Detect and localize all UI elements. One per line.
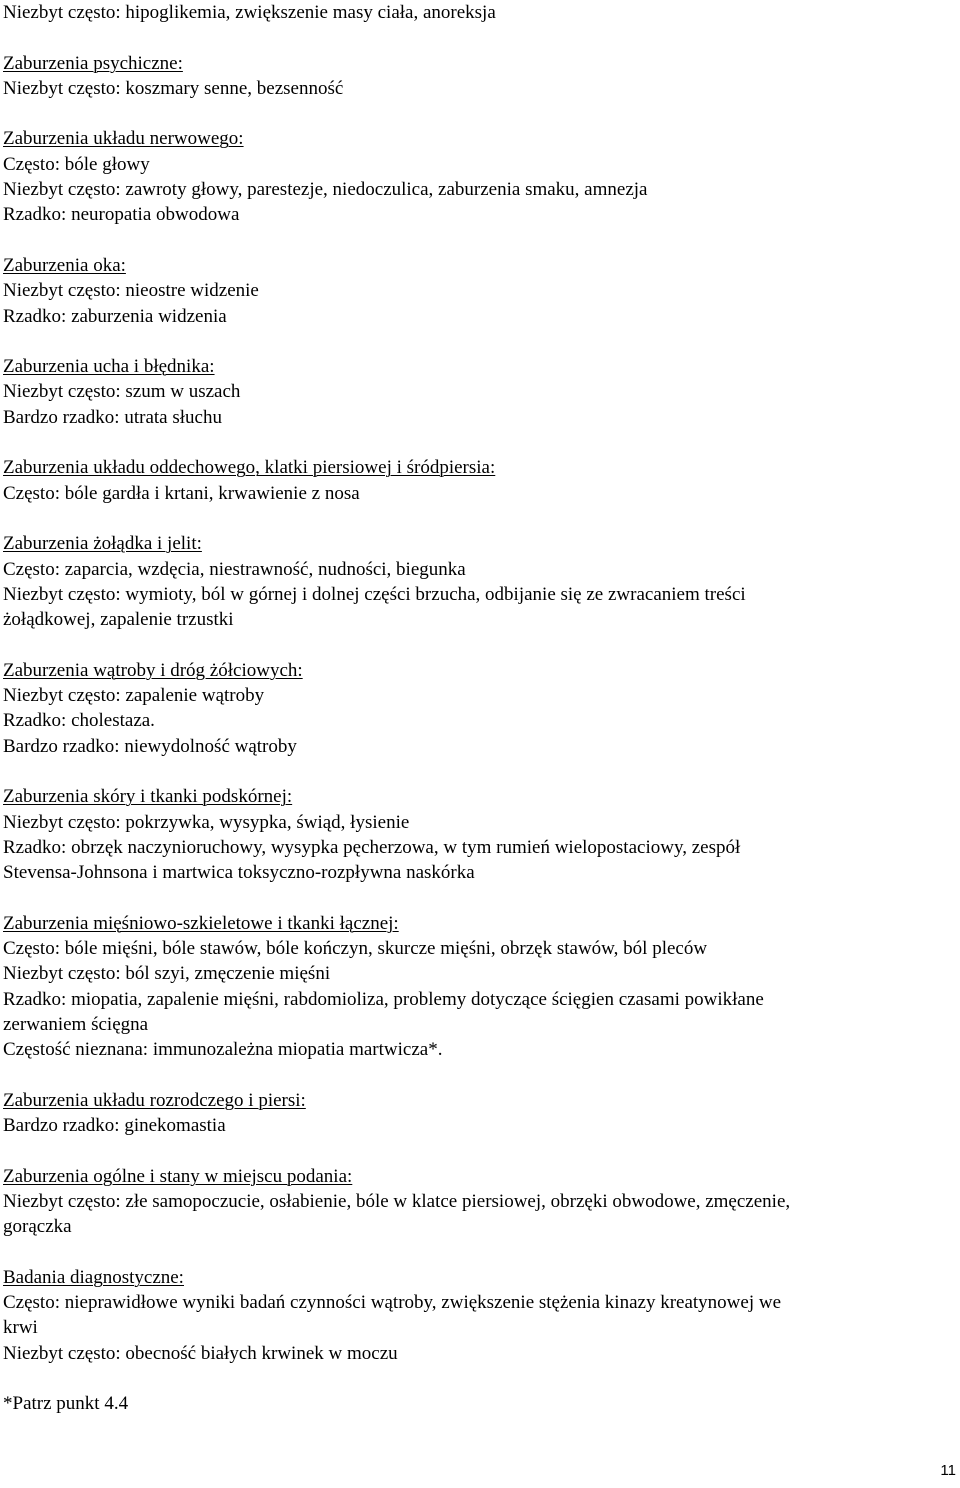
text-line: Bardzo rzadko: niewydolność wątroby <box>3 735 297 757</box>
text-line: Rzadko: miopatia, zapalenie mięśni, rabdomioliza, problemy dotyczące ścięgien czasami powikłane <box>3 988 764 1010</box>
text-line: Rzadko: obrzęk naczynioruchowy, wysypka pęcherzowa, w tym rumień wielopostaciowy, zespół <box>3 836 741 858</box>
text-line: Często: zaparcia, wzdęcia, niestrawność, nudności, biegunka <box>3 558 466 580</box>
text-line: Stevensa-Johnsona i martwica toksyczno-rozpływna naskórka <box>3 862 475 884</box>
text-line: Bardzo rzadko: ginekomastia <box>3 1115 226 1137</box>
section-heading: Badania diagnostyczne: <box>3 1266 184 1288</box>
text-line: Niezbyt często: zapalenie wątroby <box>3 685 265 707</box>
text-line: Często: nieprawidłowe wyniki badań czynności wątroby, zwiększenie stężenia kinazy kreatynowej we <box>3 1292 782 1314</box>
text-line: gorączka <box>3 1216 72 1238</box>
text-line: krwi <box>3 1317 38 1339</box>
footnote: *Patrz punkt 4.4 <box>3 1393 129 1415</box>
blank-line <box>3 1062 953 1087</box>
text-line: Częstość nieznana: immunozależna miopatia martwicza*. <box>3 1039 443 1061</box>
blank-line <box>3 506 953 531</box>
blank-line <box>3 1240 953 1265</box>
blank-line <box>3 430 953 455</box>
section-heading: Zaburzenia ucha i błędnika: <box>3 356 215 378</box>
blank-line <box>3 101 953 126</box>
text-line: Niezbyt często: koszmary senne, bezsenność <box>3 77 344 99</box>
text-line: zerwaniem ścięgna <box>3 1013 149 1035</box>
blank-line <box>3 228 953 253</box>
section-heading: Zaburzenia żołądka i jelit: <box>3 533 202 555</box>
text-line: Często: bóle gardła i krtani, krwawienie z nosa <box>3 482 360 504</box>
text-line: żołądkowej, zapalenie trzustki <box>3 609 234 631</box>
text-line: Niezbyt często: szum w uszach <box>3 381 241 403</box>
blank-line <box>3 329 953 354</box>
text-line: Niezbyt często: nieostre widzenie <box>3 280 259 302</box>
blank-line <box>3 1366 953 1391</box>
section-heading: Zaburzenia mięśniowo-szkieletowe i tkanki łącznej: <box>3 912 399 934</box>
blank-line <box>3 25 953 50</box>
section-heading: Zaburzenia oka: <box>3 254 126 276</box>
text-line: Niezbyt często: hipoglikemia, zwiększenie masy ciała, anoreksja <box>3 2 496 23</box>
text-line: Niezbyt często: pokrzywka, wysypka, świąd, łysienie <box>3 811 410 833</box>
blank-line <box>3 632 953 657</box>
text-line: Niezbyt często: obecność białych krwinek w moczu <box>3 1342 398 1364</box>
section-heading: Zaburzenia skóry i tkanki podskórnej: <box>3 786 293 808</box>
text-line: Niezbyt często: zawroty głowy, parestezje, niedoczulica, zaburzenia smaku, amnezja <box>3 179 648 201</box>
text-line: Niezbyt często: wymioty, ból w górnej i dolnej części brzucha, odbijanie się ze zwracaniem treści <box>3 583 746 605</box>
section-heading: Zaburzenia wątroby i dróg żółciowych: <box>3 659 303 681</box>
section-heading: Zaburzenia układu oddechowego, klatki piersiowej i śródpiersia: <box>3 457 496 479</box>
document-body <box>3 0 953 1417</box>
section-heading: Zaburzenia psychiczne: <box>3 52 183 74</box>
text-line: Często: bóle głowy <box>3 153 150 175</box>
text-line: Często: bóle mięśni, bóle stawów, bóle kończyn, skurcze mięśni, obrzęk stawów, ból pleców <box>3 937 708 959</box>
blank-line <box>3 759 953 784</box>
text-line: Niezbyt często: ból szyi, zmęczenie mięśni <box>3 963 331 985</box>
section-heading: Zaburzenia układu nerwowego: <box>3 128 244 150</box>
blank-line <box>3 885 953 910</box>
text-line: Rzadko: neuropatia obwodowa <box>3 204 240 226</box>
text-line: Bardzo rzadko: utrata słuchu <box>3 406 222 428</box>
text-line: Rzadko: cholestaza. <box>3 710 155 732</box>
text-line: Rzadko: zaburzenia widzenia <box>3 305 227 327</box>
blank-line <box>3 1138 953 1163</box>
page-number: 11 <box>940 1462 956 1479</box>
section-heading: Zaburzenia ogólne i stany w miejscu podania: <box>3 1165 353 1187</box>
text-line: Niezbyt często: złe samopoczucie, osłabienie, bóle w klatce piersiowej, obrzęki obwodowe, zmęczenie, <box>3 1190 791 1212</box>
section-heading: Zaburzenia układu rozrodczego i piersi: <box>3 1089 306 1111</box>
